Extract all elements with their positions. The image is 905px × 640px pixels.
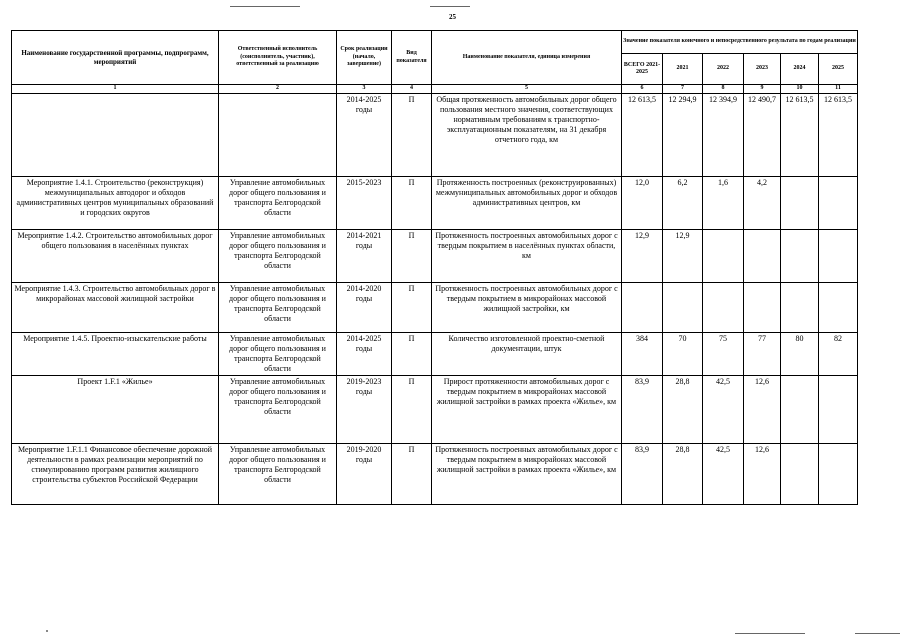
year-cell [744,230,781,283]
executor-cell: Управление автомобильных дорог общего пользования и транспорта Белгородской области [219,283,337,333]
executor-cell: Управление автомобильных дорог общего пользования и транспорта Белгородской области [219,230,337,283]
scan-artifact-line [230,6,300,7]
header-total: ВСЕГО 2021-2025 [622,54,663,85]
indicator-cell: Протяженность построенных автомобильных дорог с твердым покрытием в населённых пунктах области, км [432,230,622,283]
total-cell: 12,0 [622,177,663,230]
program-cell: Мероприятие 1.4.1. Строительство (реконструкция) межмуниципальных автодорог и обходов административных центров муниципальных образований и городских округов [12,177,219,230]
year-cell: 28,8 [663,376,703,444]
total-cell: 12,9 [622,230,663,283]
column-number: 7 [663,85,703,94]
year-cell [703,230,744,283]
program-cell: Мероприятие 1.4.5. Проектно-изыскательские работы [12,333,219,376]
table-row [12,177,858,230]
year-cell: 42,5 [703,376,744,444]
year-cell: 12 294,9 [663,94,703,177]
header-indicator: Наименование показателя, единица измерения [432,31,622,85]
column-number: 4 [392,85,432,94]
year-cell [819,177,858,230]
year-cell: 42,5 [703,444,744,505]
column-number: 6 [622,85,663,94]
year-cell [744,283,781,333]
column-number: 2 [219,85,337,94]
header-year: 2021 [663,54,703,85]
term-cell: 2014-2020 годы [337,283,392,333]
year-cell [819,376,858,444]
column-number: 1 [12,85,219,94]
table-row [12,94,858,177]
indicator-cell: Протяженность построенных автомобильных дорог с твердым покрытием в микрорайонах массовой жилищной застройки, км [432,283,622,333]
indicator-cell: Прирост протяженности автомобильных дорог с твердым покрытием в микрорайонах массовой жилищной застройки в рамках проекта «Жилье», км [432,376,622,444]
type-cell: П [392,177,432,230]
year-cell: 12 394,9 [703,94,744,177]
term-cell: 2019-2020 годы [337,444,392,505]
total-cell: 12 613,5 [622,94,663,177]
year-cell: 28,8 [663,444,703,505]
year-cell: 12,6 [744,376,781,444]
column-number: 9 [744,85,781,94]
header-type: Вид показателя [392,31,432,85]
year-cell: 12,9 [663,230,703,283]
type-cell: П [392,230,432,283]
header-executor: Ответственный исполнитель (соисполнитель, участник), ответственный за реализацию [219,31,337,85]
header-term: Срок реализации (начало, завершение) [337,31,392,85]
indicator-cell: Общая протяженность автомобильных дорог общего пользования местного значения, соответствующих нормативным требованиям к транспортно-эксплуатационным показателям, на 31 декабря отчетного года, км [432,94,622,177]
year-cell: 77 [744,333,781,376]
year-cell [781,376,819,444]
header-year: 2022 [703,54,744,85]
total-cell: 384 [622,333,663,376]
header-program: Наименование государственной программы, подпрограмм, мероприятий [12,31,219,85]
term-cell: 2019-2023 годы [337,376,392,444]
year-cell: 12 613,5 [781,94,819,177]
type-cell: П [392,444,432,505]
table-row [12,283,858,333]
type-cell: П [392,333,432,376]
year-cell [663,283,703,333]
program-cell: Проект 1.F.1 «Жилье» [12,376,219,444]
year-cell [819,444,858,505]
indicator-cell: Протяженность построенных (реконструированных) межмуниципальных автомобильных дорог и обходов административных центров, км [432,177,622,230]
type-cell: П [392,376,432,444]
executor-cell: Управление автомобильных дорог общего пользования и транспорта Белгородской области [219,376,337,444]
column-number-row [12,85,858,94]
total-cell: 83,9 [622,444,663,505]
year-cell [819,230,858,283]
year-cell: 75 [703,333,744,376]
year-cell: 82 [819,333,858,376]
executor-cell: Управление автомобильных дорог общего пользования и транспорта Белгородской области [219,444,337,505]
type-cell: П [392,283,432,333]
program-cell: Мероприятие 1.F.1.1 Финансовое обеспечение дорожной деятельности в рамках реализации мероприятий по стимулированию программ развития жилищного строительства субъектов Российской Федерации [12,444,219,505]
year-cell: 12 490,7 [744,94,781,177]
scan-artifact-line [430,6,470,7]
indicator-cell: Протяженность построенных автомобильных дорог с твердым покрытием в микрорайонах массовой жилищной застройки в рамках проекта «Жилье», км [432,444,622,505]
year-cell: 70 [663,333,703,376]
year-cell [819,283,858,333]
term-cell: 2014-2025 годы [337,333,392,376]
column-number: 3 [337,85,392,94]
page-number: 25 [449,13,456,21]
executor-cell [219,94,337,177]
year-cell [781,177,819,230]
type-cell: П [392,94,432,177]
column-number: 11 [819,85,858,94]
program-cell: Мероприятие 1.4.2. Строительство автомобильных дорог общего пользования в населённых пунктах [12,230,219,283]
term-cell: 2015-2023 [337,177,392,230]
year-cell: 80 [781,333,819,376]
year-cell [703,283,744,333]
term-cell: 2014-2021 годы [337,230,392,283]
table-row [12,230,858,283]
year-cell: 12,6 [744,444,781,505]
column-number: 10 [781,85,819,94]
header-row [12,31,858,54]
column-number: 5 [432,85,622,94]
year-cell: 4,2 [744,177,781,230]
header-year: 2025 [819,54,858,85]
scan-artifact-dot [46,630,48,632]
total-cell: 83,9 [622,376,663,444]
header-values-group: Значение показателя конечного и непосредственного результата по годам реализации [622,31,858,54]
header-year: 2024 [781,54,819,85]
year-cell [781,230,819,283]
header-year: 2023 [744,54,781,85]
program-cell [12,94,219,177]
year-cell: 6,2 [663,177,703,230]
program-cell: Мероприятие 1.4.3. Строительство автомобильных дорог в микрорайонах массовой жилищной застройки [12,283,219,333]
column-number: 8 [703,85,744,94]
indicators-table [11,30,858,505]
table-row [12,333,858,376]
year-cell: 12 613,5 [819,94,858,177]
year-cell: 1,6 [703,177,744,230]
table-row [12,376,858,444]
scan-artifact-line [855,633,900,634]
scan-artifact-line [735,633,805,634]
term-cell: 2014-2025 годы [337,94,392,177]
executor-cell: Управление автомобильных дорог общего пользования и транспорта Белгородской области [219,333,337,376]
table-row [12,444,858,505]
year-cell [781,283,819,333]
total-cell [622,283,663,333]
executor-cell: Управление автомобильных дорог общего пользования и транспорта Белгородской области [219,177,337,230]
year-cell [781,444,819,505]
indicator-cell: Количество изготовленной проектно-сметной документации, штук [432,333,622,376]
